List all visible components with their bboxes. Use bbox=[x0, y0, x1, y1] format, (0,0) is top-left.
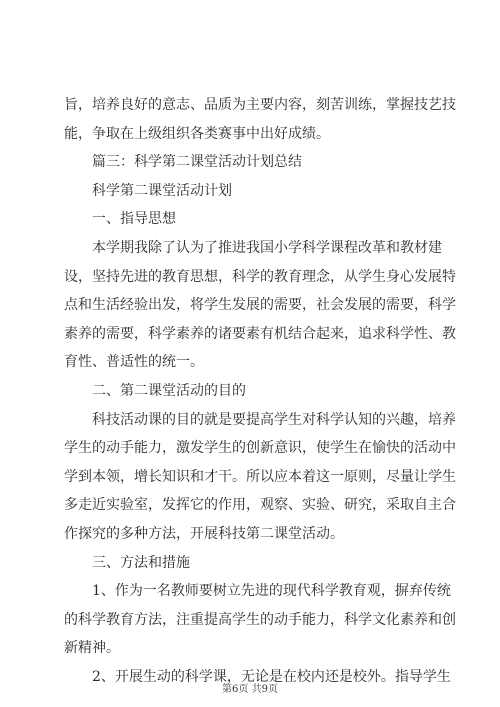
document-body bbox=[64, 91, 456, 691]
text-line: 作探究的多种方法，开展科技第二课堂活动。 bbox=[64, 525, 344, 542]
text-line: 本学期我除了认为了推进我国小学科学课程改革和教材建 bbox=[92, 239, 442, 256]
text-line: 旨，培养良好的意志、品质为主要内容，刻苦训练，掌握技艺技 bbox=[64, 97, 456, 113]
section-title: 篇三：科学第二课堂活动计划总结 bbox=[92, 154, 302, 171]
heading: 一、指导思想 bbox=[92, 211, 176, 228]
text-line: 2、开展生动的科学课，无论是在校内还是校外。指导学生 bbox=[92, 668, 451, 685]
text-line: 新精神。 bbox=[64, 640, 120, 657]
text-line: 科技活动课的目的就是要提高学生对科学认知的兴趣，培养 bbox=[92, 411, 456, 428]
text-line: 多走近实验室，发挥它的作用，观察、实验、研究，采取自主合 bbox=[64, 497, 456, 514]
document-title: 科学第二课堂活动计划 bbox=[92, 182, 232, 199]
text-line: 学到本领，增长知识和才干。所以应本着这一原则，尽量让学生 bbox=[64, 468, 456, 485]
text-line: 学生的动手能力，激发学生的创新意识，使学生在愉快的活动中 bbox=[64, 440, 456, 457]
text-line: 素养的需要，科学素养的诸要素有机结合起来，追求科学性、教 bbox=[64, 325, 456, 342]
text-line: 设，坚持先进的教育思想，科学的教育理念，从学生身心发展特 bbox=[64, 268, 456, 285]
heading: 二、第二课堂活动的目的 bbox=[92, 382, 246, 399]
page-footer: 第6页 共9页 bbox=[222, 684, 278, 695]
text-line: 育性、普适性的统一。 bbox=[64, 354, 204, 371]
text-line: 点和生活经验出发，将学生发展的需要，社会发展的需要，科学 bbox=[64, 297, 456, 314]
text-line: 的科学教育方法，注重提高学生的动手能力，科学文化素养和创 bbox=[64, 611, 456, 628]
text-line: 能，争取在上级组织各类赛事中出好成绩。 bbox=[64, 125, 330, 142]
heading: 三、方法和措施 bbox=[92, 554, 190, 571]
text-line: 1、作为一名教师要树立先进的现代科学教育观，摒弃传统 bbox=[92, 583, 451, 600]
